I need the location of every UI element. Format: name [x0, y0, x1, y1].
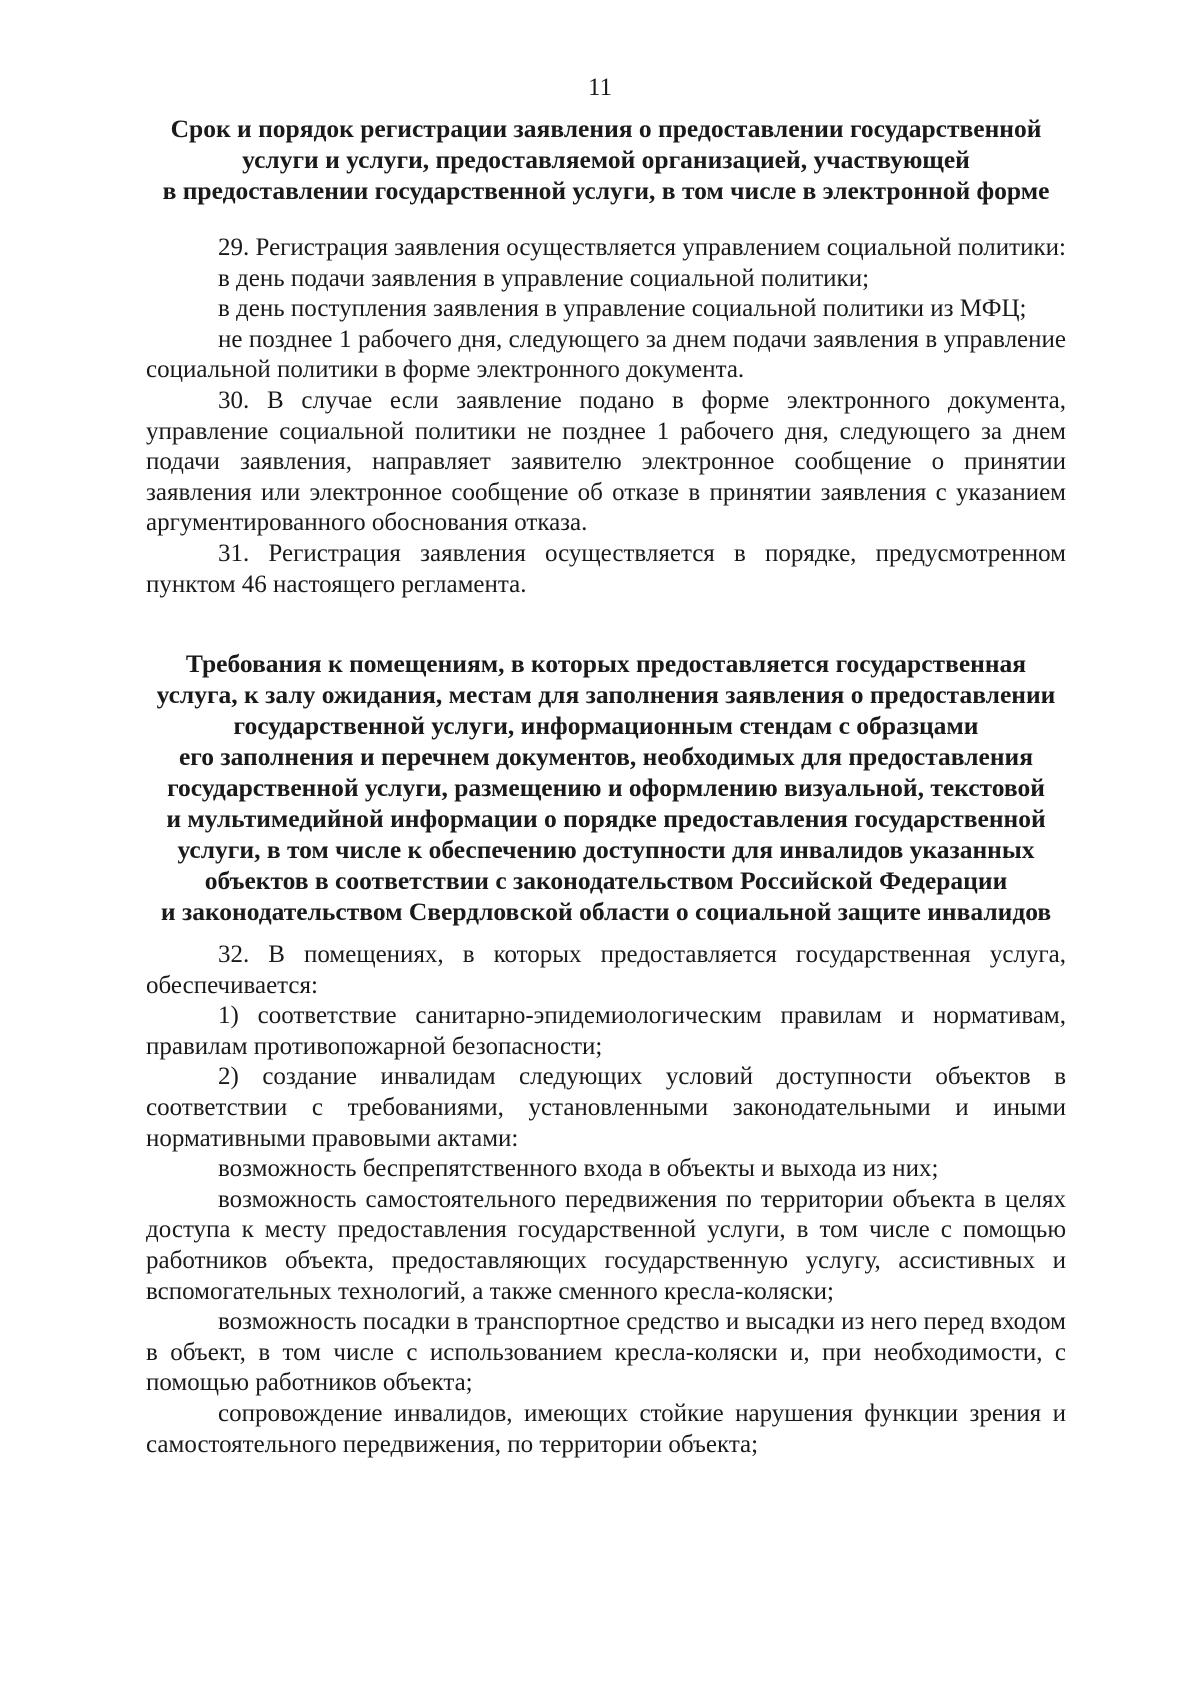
paragraph: 31. Регистрация заявления осуществляется в порядке, предусмотренном пунктом 46 настоящего регламента.: [146, 539, 1066, 598]
heading-line: Требования к помещениям, в которых предоставляется государственная: [185, 649, 1027, 678]
heading-line: государственной услуги, размещению и оформлению визуальной, текстовой: [167, 773, 1045, 802]
paragraph: сопровождение инвалидов, имеющих стойкие нарушения функции зрения и самостоятельного передвижения, по территории объекта;: [146, 1399, 1066, 1458]
heading-line: его заполнения и перечнем документов, необходимых для предоставления: [178, 742, 1034, 771]
heading-line: и мультимедийной информации о порядке предоставления государственной: [166, 804, 1046, 833]
paragraph: 29. Регистрация заявления осуществляется управлением социальной политики:: [218, 234, 1066, 261]
paragraph: 1) соответствие санитарно-эпидемиологическим правилам и нормативам, правилам противопожарной безопасности;: [146, 1002, 1066, 1060]
heading-line: услуги, в том числе к обеспечению доступности для инвалидов указанных: [177, 835, 1035, 864]
paragraph: не позднее 1 рабочего дня, следующего за днем подачи заявления в управление социальной политики в форме электронного документа.: [146, 325, 1066, 384]
paragraph: 2) создание инвалидам следующих условий доступности объектов в соответствии с требованиями, установленными законодательными и иными нормативными правовыми актами:: [146, 1063, 1066, 1152]
section-heading-premises-requirements: [146, 648, 1066, 927]
paragraph: в день подачи заявления в управление социальной политики;: [218, 264, 870, 292]
heading-line: объектов в соответствии с законодательством Российской Федерации: [204, 866, 1008, 895]
heading-line: в предоставлении государственной услуги, в том числе в электронной форме: [162, 176, 1050, 205]
section-body-premises-requirements: [146, 940, 1066, 1460]
heading-line: Срок и порядок регистрации заявления о предоставлении государственной: [170, 114, 1042, 143]
section-body-registration: [146, 233, 1066, 600]
paragraph: в день поступления заявления в управление социальной политики из МФЦ;: [218, 295, 1027, 323]
heading-line: государственной услуги, информационным стендам с образцами: [233, 711, 979, 740]
heading-line: услуга, к залу ожидания, местам для заполнения заявления о предоставлении: [156, 680, 1056, 709]
paragraph: 30. В случае если заявление подано в форме электронного документа, управление социальной политики не позднее 1 рабочего дня, следующего за днем подачи заявления, направляет заявителю электронное сообщение о принятии заявления или электронное сообщение об отказе в принятии заявления с указанием аргументированного обоснования отказа.: [146, 386, 1066, 537]
paragraph: 32. В помещениях, в которых предоставляется государственная услуга, обеспечивается:: [146, 941, 1066, 999]
heading-line: и законодательством Свердловской области о социальной защите инвалидов: [160, 897, 1052, 926]
paragraph: возможность посадки в транспортное средство и высадки из него перед входом в объект, в том числе с использованием кресла-коляски и, при необходимости, с помощью работников объекта;: [146, 1308, 1066, 1397]
paragraph: возможность беспрепятственного входа в объекты и выхода из них;: [218, 1155, 939, 1183]
heading-line: услуги и услуги, предоставляемой организацией, участвующей: [242, 145, 970, 174]
paragraph: возможность самостоятельного передвижения по территории объекта в целях доступа к месту предоставления государственной услуги, в том числе с помощью работников объекта, предоставляющих государственную услугу, ассистивных и вспомогательных технологий, а также сменного кресла-коляски;: [146, 1185, 1066, 1305]
page-number: 11: [587, 74, 613, 101]
section-heading-registration: [146, 113, 1066, 206]
